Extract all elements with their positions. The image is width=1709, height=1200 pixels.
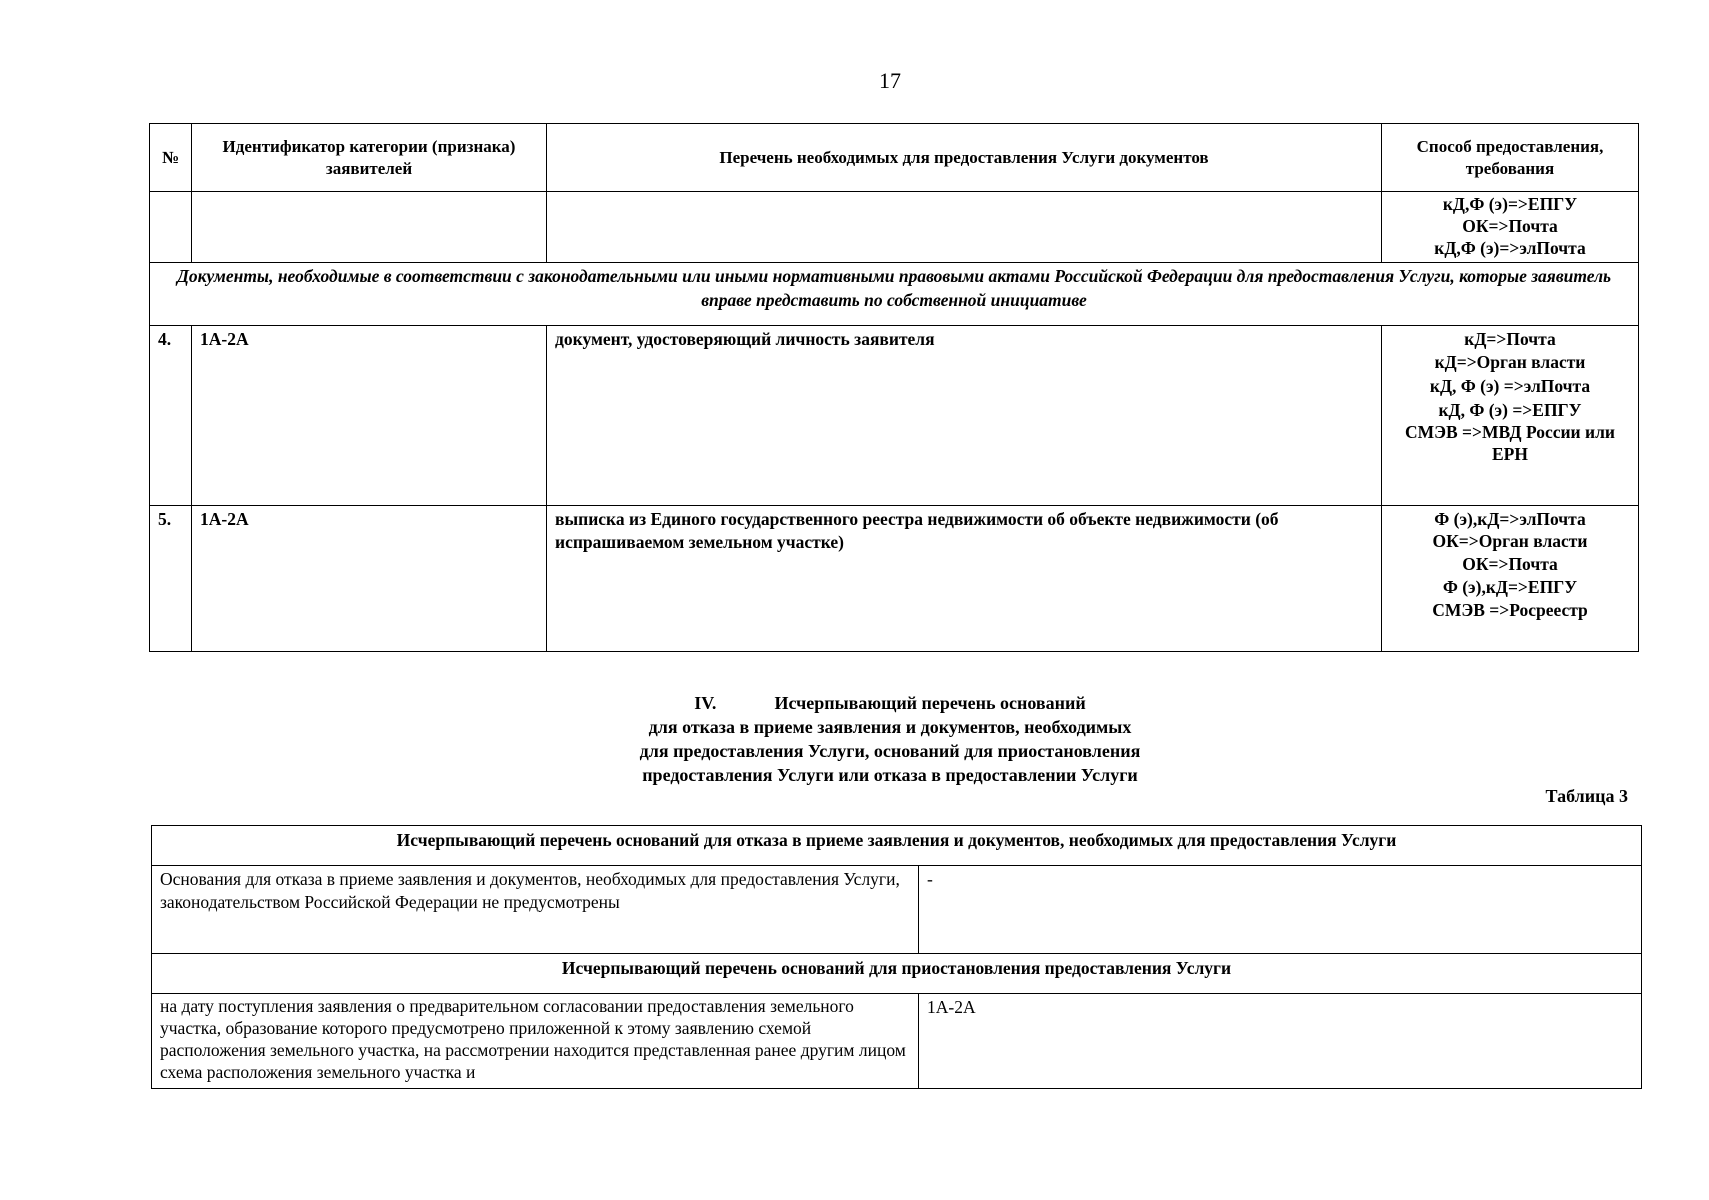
method-line: СМЭВ =>Росреестр bbox=[1432, 599, 1588, 620]
section-heading-title: Исчерпывающий перечень оснований bbox=[774, 693, 1086, 713]
cell-num bbox=[150, 192, 192, 263]
grounds-table bbox=[151, 825, 1642, 1089]
grounds-header-refusal: Исчерпывающий перечень оснований для отказа в приеме заявления и документов, необходимых для предоставления Услуги bbox=[152, 826, 1642, 866]
method-line: ОК=>Орган власти bbox=[1432, 531, 1588, 552]
section-heading-line: предоставления Услуги или отказа в предоставлении Услуги bbox=[642, 764, 1138, 785]
cell-document: документ, удостоверяющий личность заявителя bbox=[547, 325, 1382, 505]
table-header-row bbox=[152, 826, 1642, 866]
section-title: Документы, необходимые в соответствии с законодательными или иными нормативными правовыми актами Российской Федерации для предоставления Услуги, которые заявитель вправе представить по собственной инициативе bbox=[150, 262, 1639, 325]
grounds-header-suspension: Исчерпывающий перечень оснований для приостановления предоставления Услуги bbox=[152, 954, 1642, 994]
cell-grounds-value: - bbox=[919, 866, 1642, 954]
table-row-continued bbox=[150, 192, 1639, 263]
section-heading-line bbox=[560, 692, 1220, 716]
cell-category: 1А-2А bbox=[192, 505, 547, 651]
header-num: № bbox=[150, 124, 192, 192]
documents-table bbox=[149, 123, 1639, 652]
table-row bbox=[150, 505, 1639, 651]
method-line: кД=>Орган власти bbox=[1434, 352, 1586, 373]
cell-grounds-value: 1А-2А bbox=[919, 994, 1642, 1089]
cell-grounds-text: на дату поступления заявления о предварительном согласовании предоставления земельного участка, образование которого предусмотрено приложенной к этому заявлению схемой расположения земельного участка, на рассмотрении находится представленная ранее другим лицом схема расположения земельного участка и bbox=[152, 994, 919, 1089]
table-row bbox=[152, 994, 1642, 1089]
header-documents: Перечень необходимых для предоставления Услуги документов bbox=[547, 124, 1382, 192]
cell-methods bbox=[1382, 192, 1639, 263]
table-row bbox=[150, 325, 1639, 505]
cell-num: 4. bbox=[150, 325, 192, 505]
table-label: Таблица 3 bbox=[1545, 786, 1628, 806]
table-header-row bbox=[152, 954, 1642, 994]
method-line: ОК=>Почта bbox=[1462, 215, 1558, 236]
cell-grounds-text: Основания для отказа в приеме заявления и документов, необходимых для предоставления Услуги, законодательством Российской Федерации не предусмотрены bbox=[152, 866, 919, 954]
cell-num: 5. bbox=[150, 505, 192, 651]
section-roman: IV. bbox=[694, 693, 717, 713]
cell-document: выписка из Единого государственного реестра недвижимости об объекте недвижимости (об испрашиваемом земельном участке) bbox=[547, 505, 1382, 651]
cell-methods bbox=[1382, 325, 1639, 505]
section-heading bbox=[560, 692, 1220, 788]
table-row bbox=[152, 866, 1642, 954]
method-line: кД, Ф (э) =>ЕПГУ bbox=[1438, 399, 1582, 420]
method-line: кД,Ф (э)=>элПочта bbox=[1434, 237, 1586, 258]
method-line: кД, Ф (э) =>элПочта bbox=[1429, 375, 1591, 396]
method-line: ОК=>Почта bbox=[1462, 554, 1558, 575]
cell-methods bbox=[1382, 505, 1639, 651]
method-line: Ф (э),кД=>элПочта bbox=[1434, 508, 1586, 529]
method-line: Ф (э),кД=>ЕПГУ bbox=[1442, 576, 1578, 597]
section-heading-line: для предоставления Услуги, оснований для приостановления bbox=[639, 740, 1141, 761]
header-method: Способ предоставления, требования bbox=[1382, 124, 1639, 192]
section-heading-line: для отказа в приеме заявления и документов, необходимых bbox=[648, 716, 1132, 737]
cell-category: 1А-2А bbox=[192, 325, 547, 505]
cell-category bbox=[192, 192, 547, 263]
method-line: СМЭВ =>МВД России или ЕРН bbox=[1404, 422, 1616, 464]
header-category: Идентификатор категории (признака) заявителей bbox=[192, 124, 547, 192]
cell-document bbox=[547, 192, 1382, 263]
method-line: кД,Ф (э)=>ЕПГУ bbox=[1442, 194, 1578, 214]
page-number: 17 bbox=[879, 68, 901, 93]
table-section-row bbox=[150, 262, 1639, 325]
table-header-row bbox=[150, 124, 1639, 192]
method-line: кД=>Почта bbox=[1464, 328, 1556, 349]
